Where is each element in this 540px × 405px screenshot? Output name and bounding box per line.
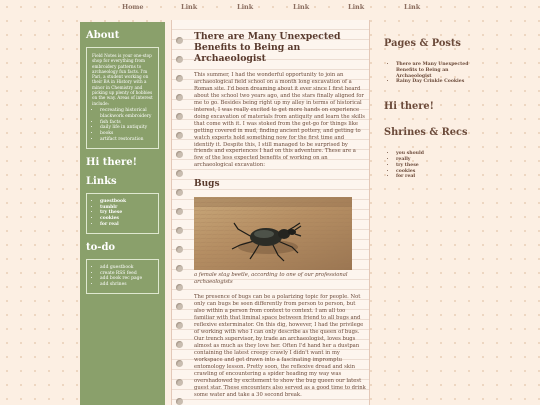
binder-hole [176, 132, 183, 139]
binder-hole [176, 227, 183, 234]
nav-link-5[interactable]: Link [404, 3, 421, 11]
left-sidebar [80, 22, 165, 405]
top-navigation [0, 0, 540, 16]
binder-hole [176, 170, 183, 177]
link-try-these[interactable]: • try these [100, 210, 153, 216]
post-intro: This summer, I had the wonderful opportunity to join an archaeological field school on a month long excavation of a Roman site. I'd been dreaming about it ever since I first heard about the school two years ago, and the stars finally aligned for me to go. Besides being right up my alley in terms of historical interest, I was really excited to get more hands on experience doing excavation of materials from antiquity and learn the skills that come with it. I was stoked from the get-go for things like getting covered in mud, finding ancient pottery, and getting to watch experts hold something now for the first time and identify it. Despite this, I still managed to be surprised by friends and experiences I had on this adventure. These are a few of the less expected benefits of working on an archaeological excavation: [194, 72, 365, 169]
list-item: • add book rec page [100, 276, 153, 282]
beetle-photo [194, 197, 352, 270]
nav-link-2[interactable]: Link [237, 3, 254, 11]
binder-hole [176, 379, 183, 386]
nav-link-1[interactable]: Link [181, 3, 198, 11]
about-text: Field Notes is your one-stop shop for everything from embroidery patterns to archaeology fun facts. I'm Pari, a student working on their BA in History with a minor in Chemistry and picking up plenty of hobbies on the way. Areas of interest include: [92, 53, 153, 106]
about-box [86, 47, 159, 149]
binder-hole [176, 303, 183, 310]
post-content [194, 31, 366, 399]
binder-hole [176, 341, 183, 348]
shrines-recs-heading: Shrines & Recs [384, 127, 468, 139]
shrine-link[interactable]: • you should [396, 151, 474, 157]
list-item: • create RSS feed [100, 271, 153, 277]
interests-list [92, 108, 153, 143]
shrine-link[interactable]: • cookies [396, 169, 474, 175]
page-link-cookies[interactable]: • Rainy Day Crinkle Cookies [396, 79, 474, 85]
binder-hole [176, 322, 183, 329]
binder-hole [176, 94, 183, 101]
todo-heading: to-do [86, 241, 116, 253]
binder-hole [176, 246, 183, 253]
binder-hole [176, 398, 183, 405]
binder-hole [176, 113, 183, 120]
binder-hole [176, 56, 183, 63]
todo-list [92, 265, 153, 288]
page-link-archaeologist[interactable]: • There are Many Unexpected Benefits to Being an Archaeologist [396, 62, 474, 79]
list-item: • artifact restoration [100, 137, 153, 143]
todo-box [86, 259, 159, 294]
list-item: • add guestbook [100, 265, 153, 271]
binder-hole [176, 75, 183, 82]
post-body: The presence of bugs can be a polarizing topic for people. Not only can bugs be seen differently from person to person, but also within a person from context to context. I am all too familiar with that liminal space between friend to all bugs and reflexive exterminator. On this dig, however, I had the privilege of working with who I can only describe as the queen of bugs. Our trench supervisor, by trade an archaeologist, loves bugs almost as much as they love her. Often I'd hand her a dustpan containing the latest creepy crawly I didn't want in my workspace and get drawn into a fascinating impromptu entomology lesson. Pretty soon, the reflexive dread and skin crawling of encountering a spider heading my way was overshadowed by excitement to show the bug queen our latest guest star. These encounters also served as a good time to drink some water and take a 30 second break. [194, 294, 366, 398]
binder-hole [176, 208, 183, 215]
link-tumblr[interactable]: • tumblr [100, 205, 153, 211]
shrine-link[interactable]: • try these [396, 163, 474, 169]
hi-there-heading-right: Hi there! [384, 101, 434, 113]
links-list [92, 199, 153, 228]
nav-link-4[interactable]: Link [348, 3, 365, 11]
photo-caption: a female stag beetle, according to one of our professional archaeologists [194, 272, 348, 286]
link-for-real[interactable]: • for real [100, 222, 153, 228]
list-item: • daily life in antiquity [100, 125, 153, 131]
binder-hole [176, 360, 183, 367]
links-heading: Links [86, 175, 117, 187]
hi-there-heading: Hi there! [86, 156, 138, 168]
list-item: • books [100, 131, 153, 137]
nav-link-3[interactable]: Link [293, 3, 310, 11]
binder-hole [176, 37, 183, 44]
right-sidebar [384, 38, 474, 196]
binder-hole [176, 151, 183, 158]
links-box [86, 193, 159, 234]
shrines-list [384, 151, 474, 180]
notebook-paper [171, 20, 370, 405]
link-guestbook[interactable]: • guestbook [100, 199, 153, 205]
beetle-image [194, 197, 352, 270]
binder-hole [176, 189, 183, 196]
pages-posts-heading: Pages & Posts [384, 38, 461, 49]
link-cookies[interactable]: • cookies [100, 216, 153, 222]
post-title: There are Many Unexpected Benefits to Being an Archaeologist [194, 31, 341, 64]
list-item: • fish facts [100, 120, 153, 126]
binder-hole [176, 265, 183, 272]
binder-hole [176, 284, 183, 291]
nav-link-home[interactable]: Home [122, 3, 144, 11]
shrine-link[interactable]: • for real [396, 174, 474, 180]
pages-list [384, 62, 474, 85]
list-item: • add shrines [100, 282, 153, 288]
about-heading: About [86, 30, 120, 41]
shrine-link[interactable]: • really [396, 157, 474, 163]
list-item: • recreating historical blackwork embroidery [100, 108, 153, 120]
section-heading-bugs: Bugs [194, 179, 220, 190]
binder-holes [176, 20, 186, 405]
